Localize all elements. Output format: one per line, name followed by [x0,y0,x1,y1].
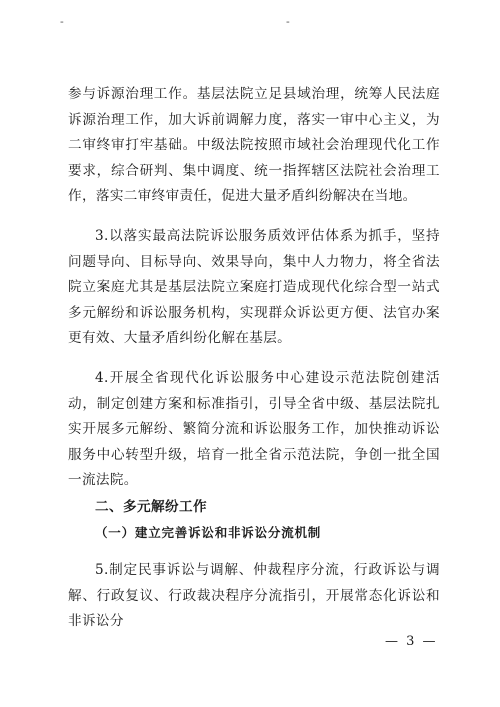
header-mark-left: - [60,15,64,28]
section-heading: 二、多元解纷工作 [95,498,207,515]
paragraph-item-4: 4.开展全省现代化诉讼服务中心建设示范法院创建活动，制定创建方案和标准指引，引导全省中级、基层法院扎实开展多元解纷、繁简分流和诉讼服务工作，加快推动诉讼服务中心转型升级，培育一批全省示范法院，争创一批全国一流法院。 [68,369,440,489]
page-number: — 3 — [385,634,438,649]
paragraph-continuation: 参与诉源治理工作。基层法院立足县域治理，统筹人民法庭诉源治理工作，加大诉前调解力度，落实一审中心主义，为二审终审打牢基础。中级法院按照市域社会治理现代化工作要求，综合研判、集中调度、统一指挥辖区法院社会治理工作，落实二审终审责任，促进大量矛盾纠纷解决在当地。 [68,86,440,205]
paragraph-item-5: 5.制定民事诉讼与调解、仲裁程序分流，行政诉讼与调解、行政复议、行政裁决程序分流指引，开展常态化诉讼和非诉讼分 [68,561,440,630]
document-body [68,82,440,635]
paragraph-item-3: 3.以落实最高法院诉讼服务质效评估体系为抓手，坚持问题导向、目标导向、效果导向，集中人力物力，将全省法院立案庭尤其是基层法院立案庭打造成现代化综合型一站式多元解纷和诉讼服务机构，实现群众诉讼更方便、法官办案更有效、大量矛盾纠纷化解在基层。 [68,227,440,347]
header-mark-right: - [286,15,290,28]
subsection-heading: （一）建立完善诉讼和非诉讼分流机制 [95,524,322,540]
